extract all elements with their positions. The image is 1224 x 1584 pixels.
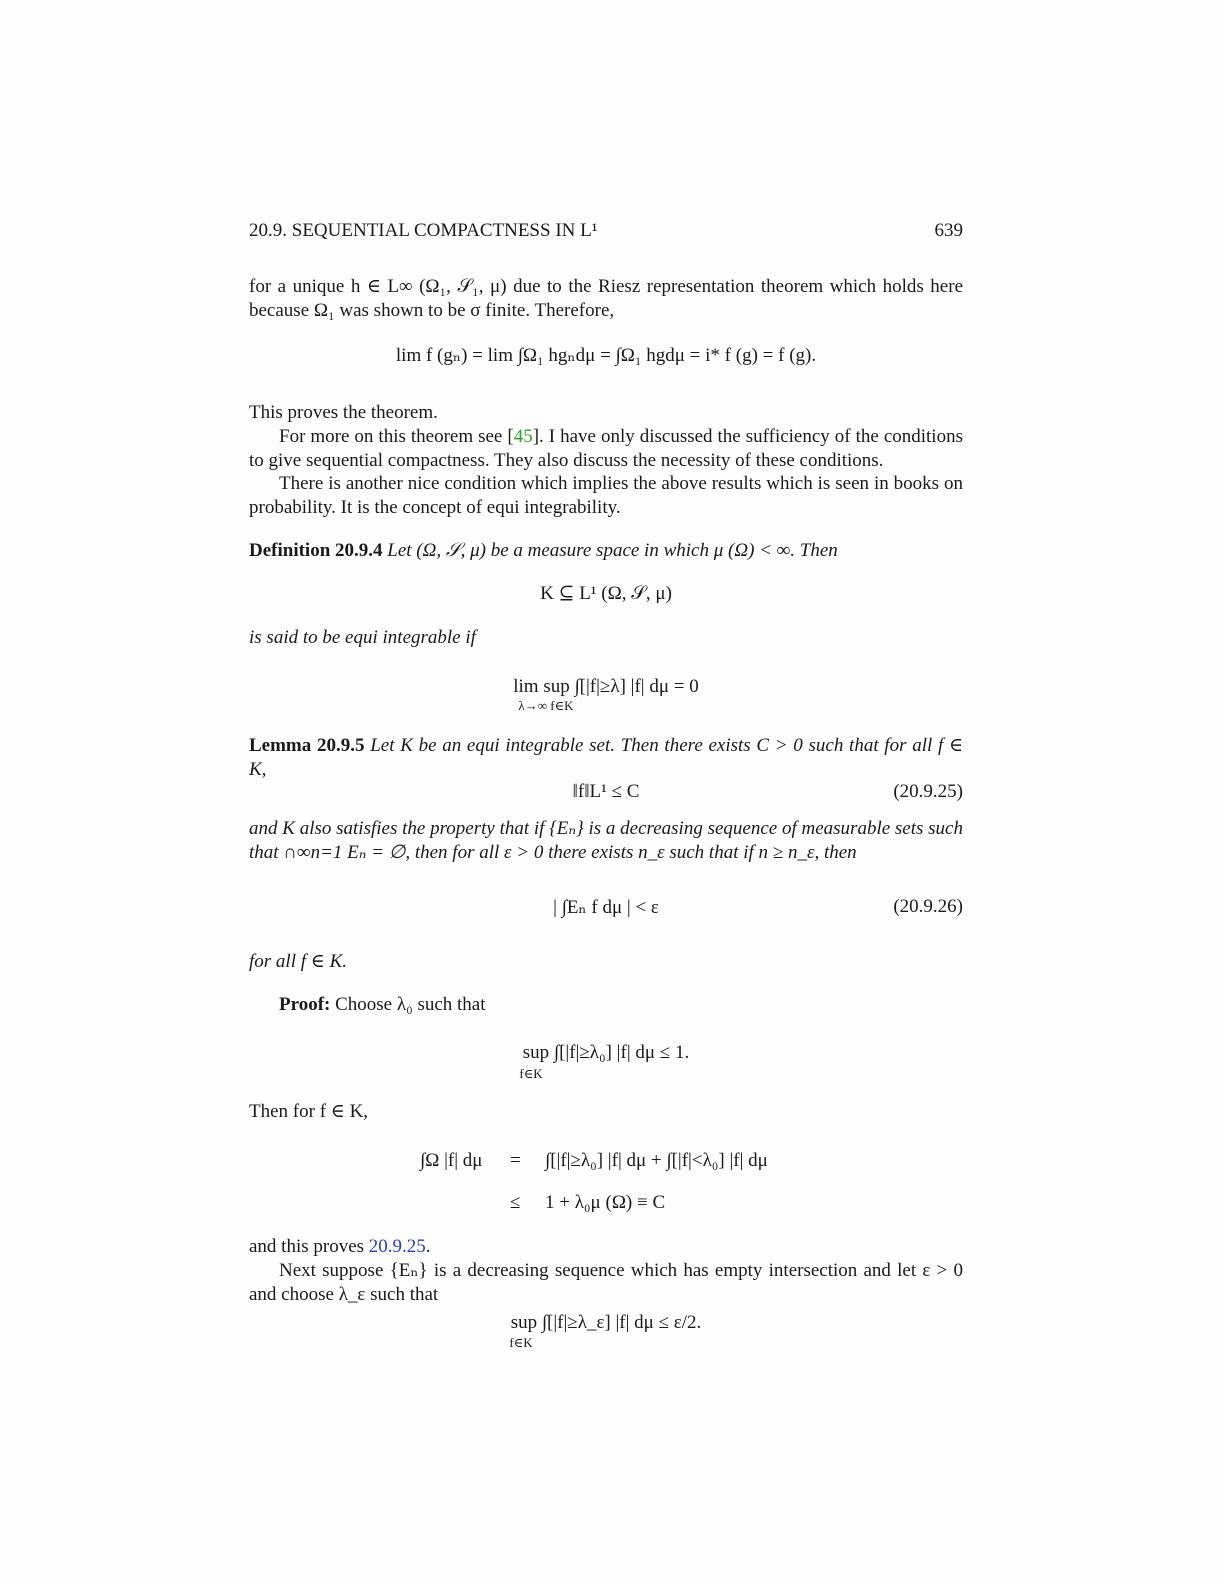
definition-text: Let (Ω, 𝒮, μ) be a measure space in which μ (Ω) < ∞. Then	[387, 540, 838, 561]
definition-label: Definition 20.9.4	[249, 540, 383, 561]
proof-start: Proof: Choose λ₀ such that	[279, 994, 486, 1015]
equation-number: (20.9.25)	[893, 781, 963, 802]
aligned-lhs: ∫Ω |f| dμ	[420, 1150, 483, 1171]
lemma-text: Let K be an equi integrable set. Then there exists C > 0 such that for all f ∈ K,	[249, 735, 964, 780]
lemma-label: Lemma 20.9.5	[249, 735, 365, 756]
lemma	[249, 734, 963, 782]
paragraph: There is another nice condition which implies the above results which is seen in books on probability. It is the concept of equi integrability.	[249, 473, 963, 518]
equation-subscript: f∈K	[519, 1066, 543, 1081]
aligned-rhs-1: ∫[|f|≥λ₀] |f| dμ + ∫[|f|<λ₀] |f| dμ	[545, 1150, 768, 1171]
lemma-text: for all f ∈ K.	[249, 951, 347, 972]
definition-text: is said to be equi integrable if	[249, 627, 476, 648]
paragraph: for a unique h ∈ L∞ (Ω₁, 𝒮₁, μ) due to the Riesz representation theorem which holds here because Ω₁ was shown to be σ finite. Therefore,	[249, 276, 963, 321]
proof-equation: sup ∫[|f|≥λ₀] |f| dμ ≤ 1.	[522, 1042, 690, 1063]
equation-limit	[249, 344, 963, 367]
proof-label: Proof:	[279, 994, 331, 1015]
paragraph: For more on this theorem see [45]. I have only discussed the sufficiency of the conditions to give sequential compactness. They also discuss the necessity of these conditions.	[249, 426, 963, 471]
section-title: 20.9. SEQUENTIAL COMPACTNESS IN L¹	[249, 220, 598, 241]
equi-integrable-equation: lim sup ∫[|f|≥λ] |f| dμ = 0	[513, 676, 699, 697]
lemma-text: and K also satisfies the property that if {Eₙ} is a decreasing sequence of measurable sets such that ∩∞n=1 Eₙ = ∅, then for all ε > 0 there exists n_ε such that if n ≥ n_ε, then	[249, 818, 963, 863]
equation-number: (20.9.26)	[893, 896, 963, 917]
equation-20-9-26: | ∫Eₙ f dμ | < ε (20.9.26)	[553, 896, 963, 918]
aligned-leq-sign: ≤	[510, 1192, 521, 1213]
equation-reference-link[interactable]: 20.9.25	[368, 1236, 426, 1257]
equation-20-9-25: ‖f‖L¹ ≤ C (20.9.25)	[572, 781, 963, 802]
citation-link[interactable]: 45	[513, 426, 533, 447]
definition	[249, 539, 963, 563]
paragraph: This proves the theorem.	[249, 402, 438, 423]
equation-text: lim f (gₙ) = lim ∫Ω₁ hgₙdμ = ∫Ω₁ hgdμ = i* f (g) = f (g).	[395, 345, 817, 366]
page-number: 639	[934, 220, 963, 241]
equation-subscript: λ→∞ f∈K	[518, 698, 574, 713]
running-header	[249, 219, 963, 243]
proof-text: Next suppose {Eₙ} is a decreasing sequence which has empty intersection and let ε > 0 and choose λ_ε such that	[249, 1260, 963, 1305]
aligned-rhs-2: 1 + λ₀μ (Ω) ≡ C	[545, 1192, 666, 1213]
proof-equation: sup ∫[|f|≥λ_ε] |f| dμ ≤ ε/2.	[510, 1312, 702, 1333]
equation-subscript: f∈K	[509, 1335, 533, 1350]
proof-text: and this proves 20.9.25.	[249, 1236, 431, 1257]
proof-text: Then for f ∈ K,	[249, 1101, 369, 1122]
definition-equation: K ⊆ L¹ (Ω, 𝒮, μ)	[540, 583, 672, 604]
aligned-eq-sign: =	[510, 1150, 521, 1171]
